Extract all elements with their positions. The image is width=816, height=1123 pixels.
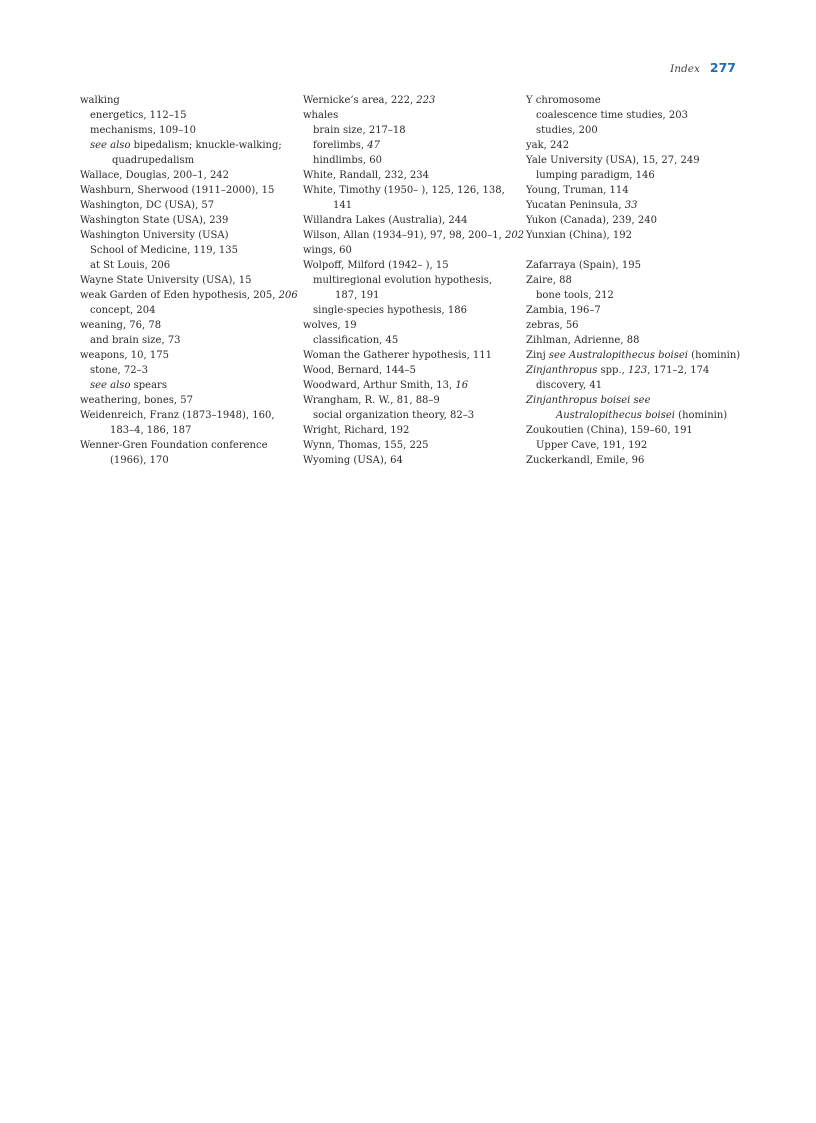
index-entry: Wernicke’s area, 222, 223 [303, 95, 436, 106]
index-entry: Zafarraya (Spain), 195 [526, 260, 641, 271]
running-head [670, 60, 736, 75]
index-entry: Washburn, Sherwood (1911–2000), 15 [80, 185, 275, 196]
section-label: Index [670, 63, 700, 75]
index-subentry: stone, 72–3 [90, 365, 148, 376]
index-subentry: classification, 45 [313, 335, 399, 346]
index-subentry: lumping paradigm, 146 [536, 170, 655, 181]
letter-group-gap [526, 243, 738, 258]
index-entry: Yunxian (China), 192 [526, 230, 632, 241]
index-entry: Washington State (USA), 239 [80, 215, 229, 226]
index-entry: White, Randall, 232, 234 [303, 170, 430, 181]
index-entry: Woman the Gatherer hypothesis, 111 [303, 350, 493, 361]
index-subentry: discovery, 41 [536, 380, 603, 391]
index-entry: Zoukoutien (China), 159–60, 191 [526, 425, 693, 436]
index-entry: Zinjanthropus boisei see Australopithecus boisei (hominin) [526, 395, 728, 421]
index-entry: Young, Truman, 114 [526, 185, 629, 196]
index-subentry: brain size, 217–18 [313, 125, 406, 136]
index-entry: wings, 60 [303, 245, 352, 256]
index-entry: Wallace, Douglas, 200–1, 242 [80, 170, 230, 181]
index-entry: Zaire, 88 [526, 275, 572, 286]
index-entry: wolves, 19 [303, 320, 357, 331]
index-entry: Zinj see Australopithecus boisei (hominin) [526, 350, 741, 361]
index-column-2 [303, 93, 525, 468]
index-subentry: concept, 204 [90, 305, 156, 316]
index-entry: Wolpoff, Milford (1942– ), 15 [303, 260, 449, 271]
index-entry: yak, 242 [526, 140, 570, 151]
index-subentry: social organization theory, 82–3 [313, 410, 475, 421]
index-subentry: bone tools, 212 [536, 290, 614, 301]
index-entry: weathering, bones, 57 [80, 395, 193, 406]
index-subentry: and brain size, 73 [90, 335, 181, 346]
index-subentry: Upper Cave, 191, 192 [536, 440, 648, 451]
index-subentry: studies, 200 [536, 125, 598, 136]
index-entry: Yucatan Peninsula, 33 [526, 200, 638, 211]
index-entry: walking [80, 95, 120, 106]
index-entry: Wright, Richard, 192 [303, 425, 410, 436]
index-subentry: energetics, 112–15 [90, 110, 187, 121]
index-entry: zebras, 56 [526, 320, 579, 331]
index-entry: weapons, 10, 175 [80, 350, 169, 361]
index-entry: Wyoming (USA), 64 [303, 455, 403, 466]
index-subentry: School of Medicine, 119, 135 [90, 245, 239, 256]
index-entry: Washington, DC (USA), 57 [80, 200, 215, 211]
index-subentry: forelimbs, 47 [313, 140, 380, 151]
index-entry: Zambia, 196–7 [526, 305, 601, 316]
index-entry: Wrangham, R. W., 81, 88–9 [303, 395, 440, 406]
index-subentry: see also bipedalism; knuckle-walking; quadrupedalism [90, 140, 282, 166]
page-number: 277 [709, 60, 736, 75]
index-subentry: single-species hypothesis, 186 [313, 305, 467, 316]
index-entry: Yukon (Canada), 239, 240 [526, 215, 657, 226]
index-entry: weak Garden of Eden hypothesis, 205, 206 [80, 290, 298, 301]
index-entry: Zuckerkandl, Emile, 96 [526, 455, 645, 466]
index-subentry: coalescence time studies, 203 [536, 110, 688, 121]
index-entry: Y chromosome [526, 95, 601, 106]
index-entry: Yale University (USA), 15, 27, 249 [526, 155, 700, 166]
index-subentry: mechanisms, 109–10 [90, 125, 196, 136]
index-entry: Wenner-Gren Foundation conference (1966), 170 [80, 440, 268, 466]
index-subentry: see also spears [90, 380, 167, 391]
index-entry: Woodward, Arthur Smith, 13, 16 [303, 380, 469, 391]
index-entry: Wayne State University (USA), 15 [80, 275, 252, 286]
index-subentry: multiregional evolution hypothesis, 187, 191 [313, 275, 493, 301]
index-entry: weaning, 76, 78 [80, 320, 162, 331]
index-subentry: hindlimbs, 60 [313, 155, 382, 166]
index-entry: Zihlman, Adrienne, 88 [526, 335, 640, 346]
index-entry: Wilson, Allan (1934–91), 97, 98, 200–1, 202 [303, 230, 525, 241]
index-entry: Wood, Bernard, 144–5 [303, 365, 416, 376]
index-entry: White, Timothy (1950– ), 125, 126, 138, 141 [303, 185, 505, 211]
index-entry: Willandra Lakes (Australia), 244 [303, 215, 468, 226]
index-entry: Weidenreich, Franz (1873–1948), 160, 183–4, 186, 187 [80, 410, 275, 436]
index-column-1 [80, 93, 298, 468]
index-entry: Zinjanthropus spp., 123, 171–2, 174 [526, 365, 710, 376]
index-entry: Washington University (USA) [80, 230, 229, 241]
index-entry: whales [303, 110, 339, 121]
index-column-3 [526, 93, 741, 468]
index-entry: Wynn, Thomas, 155, 225 [303, 440, 429, 451]
index-subentry: at St Louis, 206 [90, 260, 171, 271]
